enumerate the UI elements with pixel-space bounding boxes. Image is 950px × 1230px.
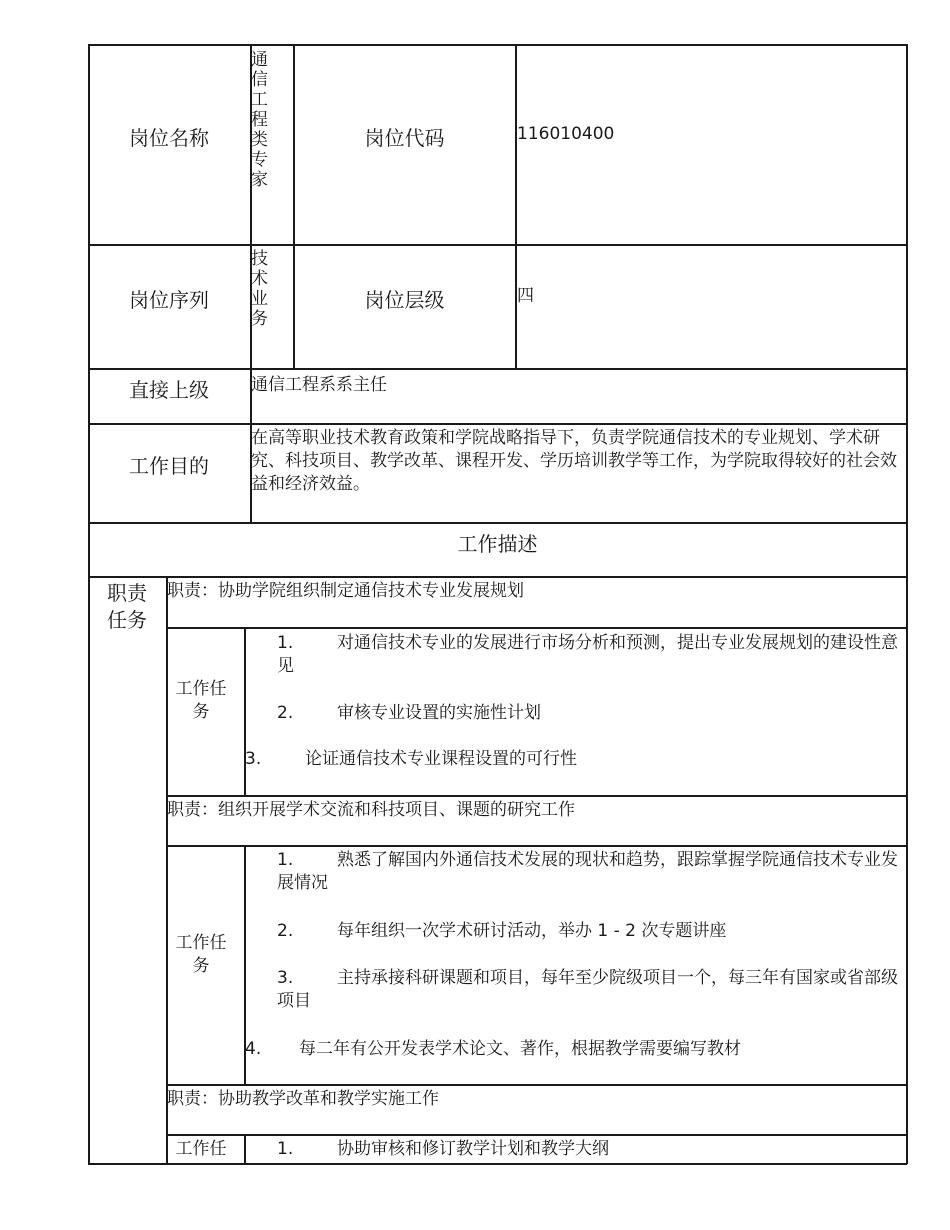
task-item	[277, 920, 726, 943]
row-divider	[166, 1084, 907, 1086]
task-item	[277, 967, 899, 1013]
position-name-value: 通信工程类专家	[251, 50, 268, 190]
task-item	[245, 748, 577, 771]
task-number: 1.	[277, 850, 294, 870]
row-divider	[166, 845, 907, 847]
row-divider	[166, 627, 907, 629]
row-divider	[166, 795, 907, 797]
table-border-top	[88, 44, 907, 46]
row-divider	[88, 368, 907, 370]
table-border-bottom	[88, 1163, 907, 1165]
task-text: 熟悉了解国内外通信技术发展的现状和趋势，跟踪掌握学院通信技术专业发展情况	[277, 850, 898, 893]
direct-superior-value: 通信工程系系主任	[251, 375, 387, 395]
task-text: 每年组织一次学术研讨活动，举办 1 - 2 次专题讲座	[337, 921, 727, 941]
direct-superior-label: 直接上级	[129, 378, 209, 402]
task-text: 主持承接科研课题和项目，每年至少院级项目一个，每三年有国家或省部级项目	[277, 968, 898, 1011]
position-sequence-label: 岗位序列	[129, 288, 209, 312]
task-item	[277, 702, 541, 725]
work-purpose-label: 工作目的	[129, 454, 209, 478]
position-level-value: 四	[517, 286, 534, 306]
row-divider	[88, 576, 907, 578]
task-number: 2.	[277, 921, 294, 941]
table-border-right	[906, 44, 908, 1164]
task-label: 工作任务	[175, 679, 227, 722]
task-item	[277, 849, 899, 895]
row-divider	[88, 244, 907, 246]
section-title: 工作描述	[457, 532, 538, 556]
task-number: 1.	[277, 633, 294, 653]
table-border-left	[88, 44, 90, 1164]
task-text: 每二年有公开发表学术论文、著作，根据教学需要编写教材	[299, 1039, 741, 1059]
task-number: 2.	[277, 703, 294, 723]
position-name-label: 岗位名称	[129, 126, 209, 150]
column-divider	[293, 44, 295, 369]
row-divider	[88, 423, 907, 425]
position-code-label: 岗位代码	[364, 126, 445, 150]
task-item	[277, 632, 899, 678]
column-divider	[515, 44, 517, 369]
task-text: 论证通信技术专业课程设置的可行性	[305, 749, 577, 769]
task-text: 审核专业设置的实施性计划	[337, 703, 541, 723]
task-label: 工作任	[175, 1139, 227, 1159]
duty-title: 职责：协助教学改革和教学实施工作	[167, 1089, 439, 1109]
work-purpose-value: 在高等职业技术教育政策和学院战略指导下，负责学院通信技术的专业规划、学术研究、科技项目、教学改革、课程开发、学历培训教学等工作，为学院取得较好的社会效益和经济效益。	[251, 428, 897, 494]
row-divider	[166, 1134, 907, 1136]
task-text: 协助审核和修订教学计划和教学大纲	[337, 1139, 609, 1159]
position-code-value: 116010400	[517, 124, 615, 144]
position-level-label: 岗位层级	[364, 288, 445, 312]
duty-title: 职责：协助学院组织制定通信技术专业发展规划	[167, 581, 524, 601]
position-sequence-value: 技术业务	[251, 249, 268, 329]
column-divider	[244, 1134, 246, 1164]
task-number: 1.	[277, 1139, 294, 1159]
task-item	[245, 1038, 741, 1061]
column-divider	[166, 576, 168, 1164]
task-number: 3.	[277, 968, 294, 988]
duty-title: 职责：组织开展学术交流和科技项目、课题的研究工作	[167, 800, 575, 820]
task-item	[277, 1138, 609, 1161]
task-number: 4.	[245, 1039, 262, 1059]
task-text: 对通信技术专业的发展进行市场分析和预测，提出专业发展规划的建设性意见	[277, 633, 898, 676]
row-divider	[88, 522, 907, 524]
task-number: 3.	[245, 749, 262, 769]
duties-label: 职责任务	[107, 581, 147, 632]
task-label: 工作任务	[175, 933, 227, 976]
